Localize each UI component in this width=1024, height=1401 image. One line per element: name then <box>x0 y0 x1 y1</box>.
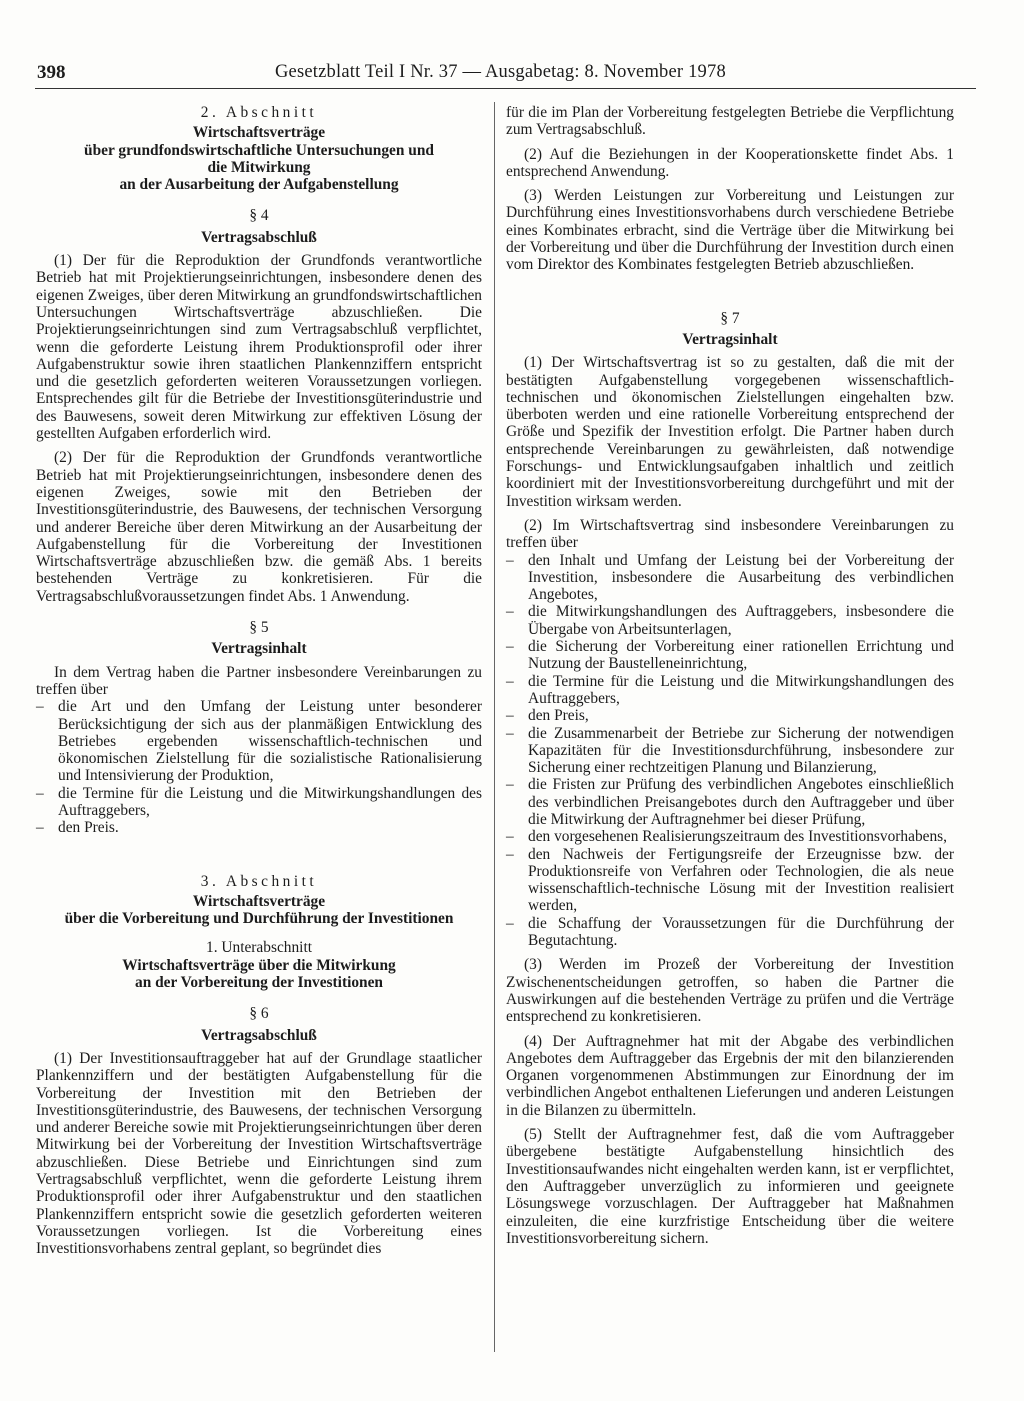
page-number: 398 <box>37 62 66 83</box>
list-item-text: die Sicherung der Vorbereitung einer rationellen Errichtung und Nutzung der Baustelleneinrichtung, <box>528 638 954 673</box>
list-item: – den Preis, <box>506 707 589 725</box>
list-item-text: die Zusammenarbeit der Betriebe zur Sicherung der notwendigen Kapazitäten für die Investitionsdurchführung, insbesondere zur Sicherung einer rechtzeitigen Planung und Bilanzierung, <box>528 724 954 777</box>
list-item: – den vorgesehenen Realisierungszeitraum des Investitionsvorhabens, <box>506 828 947 846</box>
list-item: – die Zusammenarbeit der Betriebe zur Sicherung der notwendigen Kapazitäten für die Investitionsdurchführung, insbesondere zur Sicherung einer rechtzeitigen Planung und Bilanzierung, <box>506 724 954 777</box>
left-column <box>36 104 482 1258</box>
item-list <box>36 698 482 836</box>
paragraph-text: (2) Im Wirtschaftsvertrag sind insbesondere Vereinbarungen zu treffen über <box>506 516 954 552</box>
section-label: 2. Abschnitt <box>200 104 318 121</box>
paragraph-title: Vertragsinhalt <box>211 640 307 658</box>
list-item: – die Termine für die Leistung und die Mitwirkungshandlungen des Auftraggebers, <box>506 672 954 707</box>
section-title-line: über grundfondswirtschaftliche Untersuchungen und <box>84 141 434 159</box>
list-item-text: den vorgesehenen Realisierungszeitraum des Investitionsvorhabens, <box>528 828 947 846</box>
list-item: – den Inhalt und Umfang der Leistung bei der Vorbereitung der Investition, insbesondere die Ausarbeitung des verbindlichen Angebotes, <box>506 551 954 604</box>
paragraph-text: (2) Der für die Reproduktion der Grundfonds verantwortliche Betrieb hat mit Projektierungseinrichtungen, insbesondere denen des eigenen Zweiges, sowie mit den Betrieben der Investitionsgüterindustrie, des Bauwesens, der technischen Versorgung und anderer Bereiche über deren Mitwirkung an der Ausarbeitung der Aufgabenstellung für die Vorbereitung der Investitionen Wirtschaftsverträge abzuschließen bzw. die gemäß Abs. 1 bereits bestehenden Verträge zu konkretisieren. Für die Vertragsabschlußvoraussetzungen findet Abs. 1 Anwendung. <box>36 449 482 605</box>
list-item: – den Nachweis der Fertigungsreife der Erzeugnisse bzw. der Produktionsreife von Verfahren oder Technologien, die als neue wissenschaftlich-technische Lösung mit der Investition realisiert werden, <box>506 845 954 915</box>
list-item-text: die Fristen zur Prüfung des verbindlichen Angebotes einschließlich des verbindlichen Preisangebotes durch den Auftraggeber und über die Mitwirkung der Auftragnehmer bei dieser Prüfung, <box>528 776 954 828</box>
list-item-text: den Nachweis der Fertigungsreife der Erzeugnisse bzw. der Produktionsreife von Verfahren oder Technologien, die als neue wissenschaftlich-technische Lösung mit der Investition realisiert werden, <box>528 845 954 915</box>
list-item: – die Sicherung der Vorbereitung einer rationellen Errichtung und Nutzung der Baustelleneinrichtung, <box>506 638 954 673</box>
column-divider <box>494 102 495 1352</box>
page-header <box>35 58 976 89</box>
list-item-text: die Schaffung der Voraussetzungen für die Durchführung der Begutachtung. <box>528 914 954 950</box>
paragraph-text: (3) Werden Leistungen zur Vorbereitung und Leistungen zur Durchführung eines Investitionsvorhabens durch verschiedene Betriebe eines Kombinates erbracht, sind die Verträge über die Mitwirkung bei der Vorbereitung und über die Durchführung der Investition durch einen vom Direktor des Kombinates festgelegten Betrieb abzuschließen. <box>506 187 954 274</box>
list-item-text: die Termine für die Leistung und die Mitwirkungshandlungen des Auftraggebers, <box>58 784 482 819</box>
paragraph-text: (1) Der Investitionsauftraggeber hat auf der Grundlage staatlicher Plankennziffern und der bestätigten Aufgabenstellung für die Vorbereitung der Investition mit den Betrieben der Investitionsgüterindustrie, des Bauwesens, der technischen Versorgung und anderer Bereiche sowie mit Projektierungseinrichtungen über deren Mitwirkung bei der Vorbereitung der Investition Wirtschaftsverträge abzuschließen. Diese Betriebe und Einrichtungen sind zum Vertragsabschluß verpflichtet, wenn die geforderte Leistung ihrem Produktionsprofil oder ihrer Aufgabenstruktur und den staatlichen Plankennziffern entspricht sowie die gesetzlich geforderten weiteren Voraussetzungen vorliegen. Ist die Vorbereitung eines Investitionsvorhabens zentral geplant, so begründet dies <box>36 1049 482 1258</box>
header-title: Gesetzblatt Teil I Nr. 37 — Ausgabetag: 8. November 1978 <box>275 62 726 82</box>
list-item-text: den Preis, <box>528 707 589 725</box>
list-item: – die Art und den Umfang der Leistung unter besonderer Berücksichtigung der sich aus der planmäßigen Entwicklung des Betriebes ergebenden wissenschaftlich-technischen und ökonomischen Zielstellung für die sozialistische Rationalisierung und Intensivierung der Produktion, <box>36 698 482 785</box>
list-item-text: den Preis. <box>58 819 119 837</box>
paragraph-title: Vertragsinhalt <box>682 330 778 348</box>
list-item: – die Mitwirkungshandlungen des Auftraggebers, insbesondere die Übergabe von Arbeitsunterlagen, <box>506 603 954 638</box>
subsection-label: 1. Unterabschnitt <box>206 939 312 957</box>
paragraph-text: (1) Der Wirtschaftsvertrag ist so zu gestalten, daß die mit der bestätigten Aufgabenstellung vorgegebenen wissenschaftlich-technischen und ökonomischen Zielstellungen eingehalten bzw. überboten werden und eine rationelle Vorbereitung entsprechend der Größe und Spezifik der Investition erfolgt. Die Partner haben durch entsprechende Vereinbarungen zu gewährleisten, daß notwendige Forschungs- und Entwicklungsaufgaben inhaltlich und zeitlich koordiniert mit der Investitionsvorbereitung durchgeführt und mit der Investition wirksam werden. <box>506 354 954 510</box>
subsection-title-line: Wirtschaftsverträge über die Mitwirkung <box>122 956 396 974</box>
paragraph-text: (5) Stellt der Auftragnehmer fest, daß die vom Auftraggeber übergebene bestätigte Aufgabenstellung hinsichtlich des Investitionsaufwandes nicht eingehalten werden kann, ist er verpflichtet, den Auftraggeber unverzüglich zu informieren und geeignete Lösungswege vorzuschlagen. Der Auftraggeber hat Maßnahmen einzuleiten, die eine kurzfristige Entscheidung über die weitere Investitionsvorbereitung sichern. <box>506 1126 954 1247</box>
section-title-line: über die Vorbereitung und Durchführung der Investitionen <box>64 910 454 928</box>
paragraph-text: (2) Auf die Beziehungen in der Kooperationskette findet Abs. 1 entsprechend Anwendung. <box>506 145 954 180</box>
section-title-line: die Mitwirkung <box>207 158 311 176</box>
list-item-text: die Mitwirkungshandlungen des Auftraggebers, insbesondere die Übergabe von Arbeitsunterlagen, <box>528 603 954 638</box>
paragraph-sign: § 6 <box>249 1005 269 1023</box>
list-item: – den Preis. <box>36 819 119 837</box>
right-column <box>506 104 954 1247</box>
paragraph-sign: § 7 <box>720 309 740 327</box>
list-item-text: den Inhalt und Umfang der Leistung bei der Vorbereitung der Investition, insbesondere die Ausarbeitung des verbindlichen Angebotes, <box>528 551 954 604</box>
item-list <box>506 552 954 950</box>
paragraph-sign: § 5 <box>249 619 269 637</box>
list-item: – die Fristen zur Prüfung des verbindlichen Angebotes einschließlich des verbindlichen Preisangebotes durch den Auftraggeber und über die Mitwirkung der Auftragnehmer bei dieser Prüfung, <box>506 776 954 828</box>
paragraph-text: (4) Der Auftragnehmer hat mit der Abgabe des verbindlichen Angebotes dem Auftraggeber das Ergebnis der mit den bilanzierenden Organen vorgenommenen Abstimmungen zur Einordnung der im verbindlichen Angebot enthaltenen Lieferungen und anderen Leistungen in die Bilanzen zu übermitteln. <box>506 1032 954 1119</box>
list-item: – die Schaffung der Voraussetzungen für die Durchführung der Begutachtung. <box>506 914 954 950</box>
list-item-text: die Termine für die Leistung und die Mitwirkungshandlungen des Auftraggebers, <box>528 672 954 707</box>
section-label: 3. Abschnitt <box>200 872 318 890</box>
list-item: – die Termine für die Leistung und die Mitwirkungshandlungen des Auftraggebers, <box>36 784 482 819</box>
paragraph-text: (3) Werden im Prozeß der Vorbereitung der Investition Zwischenentscheidungen getroffen, so haben die Partner die Auswirkungen auf die bestehenden Verträge zu prüfen und die Verträge entsprechend zu konkretisieren. <box>506 956 954 1026</box>
section-title-line: Wirtschaftsverträge <box>192 892 326 910</box>
section-title-line: an der Ausarbeitung der Aufgabenstellung <box>119 176 399 194</box>
paragraph-text: (1) Der für die Reproduktion der Grundfonds verantwortliche Betrieb hat mit Projektierungseinrichtungen, insbesondere denen des eigenen Zweiges, über deren Mitwirkung an grundfondswirtschaftlichen Untersuchungen Wirtschaftsverträge abzuschließen. Die Projektierungseinrichtungen sind zum Vertragsabschluß verpflichtet, wenn die geforderte Leistung ihrem Produktionsprofil oder ihrer Aufgabenstruktur sowie ihren staatlichen Plankennziffern entspricht und die gesetzlich geforderten weiteren Voraussetzungen vorliegen. Entsprechendes gilt für die Betriebe der Investitionsgüterindustrie und des Bauwesens, soweit deren Mitwirkung zur effektiven Lösung der gestellten Aufgaben erforderlich wird. <box>36 252 482 443</box>
paragraph-continuation: für die im Plan der Vorbereitung festgelegten Betriebe die Verpflichtung zum Vertragsabschluß. <box>506 104 954 139</box>
paragraph-sign: § 4 <box>249 207 269 225</box>
list-item-text: die Art und den Umfang der Leistung unter besonderer Berücksichtigung der sich aus der planmäßigen Entwicklung des Betriebes ergebenden wissenschaftlich-technischen und ökonomischen Zielstellung für die sozialistische Rationalisierung und Intensivierung der Produktion, <box>58 698 482 785</box>
paragraph-title: Vertragsabschluß <box>201 1026 317 1044</box>
subsection-title-line: an der Vorbereitung der Investitionen <box>135 974 383 992</box>
section-title-line: Wirtschaftsverträge <box>192 124 326 142</box>
paragraph-text: In dem Vertrag haben die Partner insbesondere Vereinbarungen zu treffen über <box>36 663 482 698</box>
paragraph-title: Vertragsabschluß <box>201 228 317 246</box>
